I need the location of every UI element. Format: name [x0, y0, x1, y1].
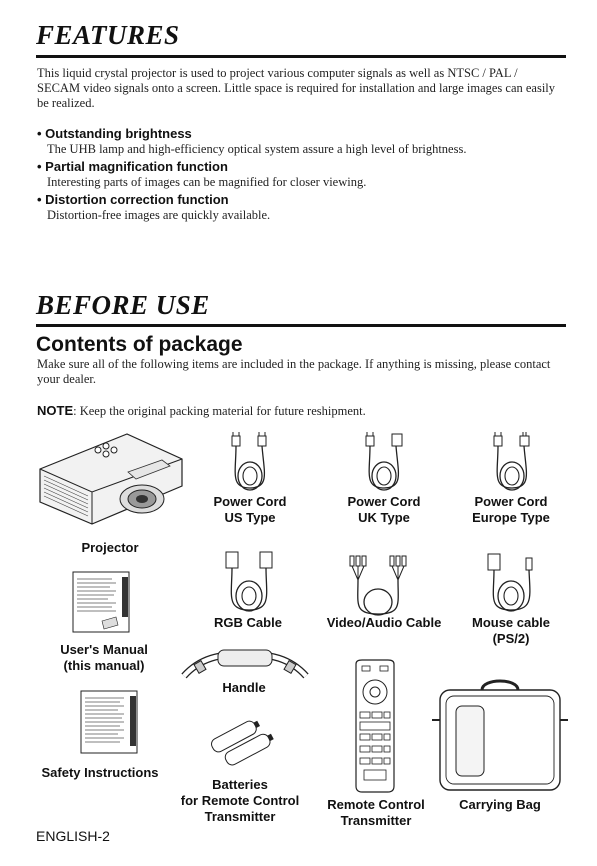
feature-title: • Partial magnification function	[37, 159, 228, 174]
users-manual-icon	[72, 571, 134, 637]
rgb-cable-label: RGB Cable	[214, 615, 282, 630]
feature-item	[37, 192, 557, 223]
features-heading: FEATURES	[36, 20, 180, 50]
power-cord-us-icon	[226, 432, 274, 494]
features-rule	[36, 55, 566, 58]
features-list	[37, 126, 557, 223]
feature-text: The UHB lamp and high-efficiency optical system assure a high level of brightness.	[47, 142, 467, 156]
remote-control-label: Remote Control Transmitter	[327, 797, 425, 828]
feature-title: • Outstanding brightness	[37, 126, 192, 141]
feature-item	[37, 159, 557, 190]
mouse-cable-icon	[484, 552, 540, 616]
projector-label: Projector	[81, 540, 139, 555]
before-use-rule	[36, 324, 566, 327]
features-intro: This liquid crystal projector is used to project various computer signals as well as NTSC / PAL / SECAM video signals onto a screen. Little space is required for installation and large images can easily be realized.	[37, 66, 556, 110]
page-number: ENGLISH-2	[36, 828, 110, 844]
before-use-heading: BEFORE USE	[36, 290, 210, 320]
power-cord-eu-label: Power Cord Europe Type	[472, 494, 550, 525]
safety-instructions-icon	[80, 690, 142, 756]
handle-icon	[180, 648, 310, 684]
feature-item	[37, 126, 557, 157]
batteries-icon	[208, 718, 278, 768]
note-text: : Keep the original packing material for future reshipment.	[73, 404, 366, 418]
carrying-bag-label: Carrying Bag	[459, 797, 541, 812]
safety-instructions-label: Safety Instructions	[41, 765, 159, 780]
note-line	[37, 403, 557, 419]
video-audio-cable-icon	[346, 554, 412, 616]
power-cord-us-label: Power Cord US Type	[213, 494, 287, 525]
contents-of-package-heading: Contents of package	[36, 333, 243, 356]
users-manual-label: User's Manual (this manual)	[60, 642, 148, 673]
remote-control-icon	[350, 660, 400, 794]
feature-text: Interesting parts of images can be magnified for closer viewing.	[47, 175, 367, 189]
projector-icon	[32, 424, 192, 534]
rgb-cable-icon	[222, 550, 278, 616]
batteries-label: Batteries for Remote Control Transmitter	[180, 777, 300, 824]
power-cord-uk-icon	[360, 432, 408, 494]
contents-intro: Make sure all of the following items are included in the package. If anything is missing, please contact your dealer.	[37, 357, 551, 386]
carrying-bag-icon	[432, 676, 568, 796]
feature-title: • Distortion correction function	[37, 192, 229, 207]
mouse-cable-label: Mouse cable (PS/2)	[471, 615, 551, 646]
power-cord-eu-icon	[488, 432, 536, 494]
feature-text: Distortion-free images are quickly available.	[47, 208, 271, 222]
power-cord-uk-label: Power Cord UK Type	[347, 494, 421, 525]
handle-label: Handle	[222, 680, 266, 695]
video-audio-cable-label: Video/Audio Cable	[326, 615, 442, 630]
note-label: NOTE	[37, 403, 74, 418]
